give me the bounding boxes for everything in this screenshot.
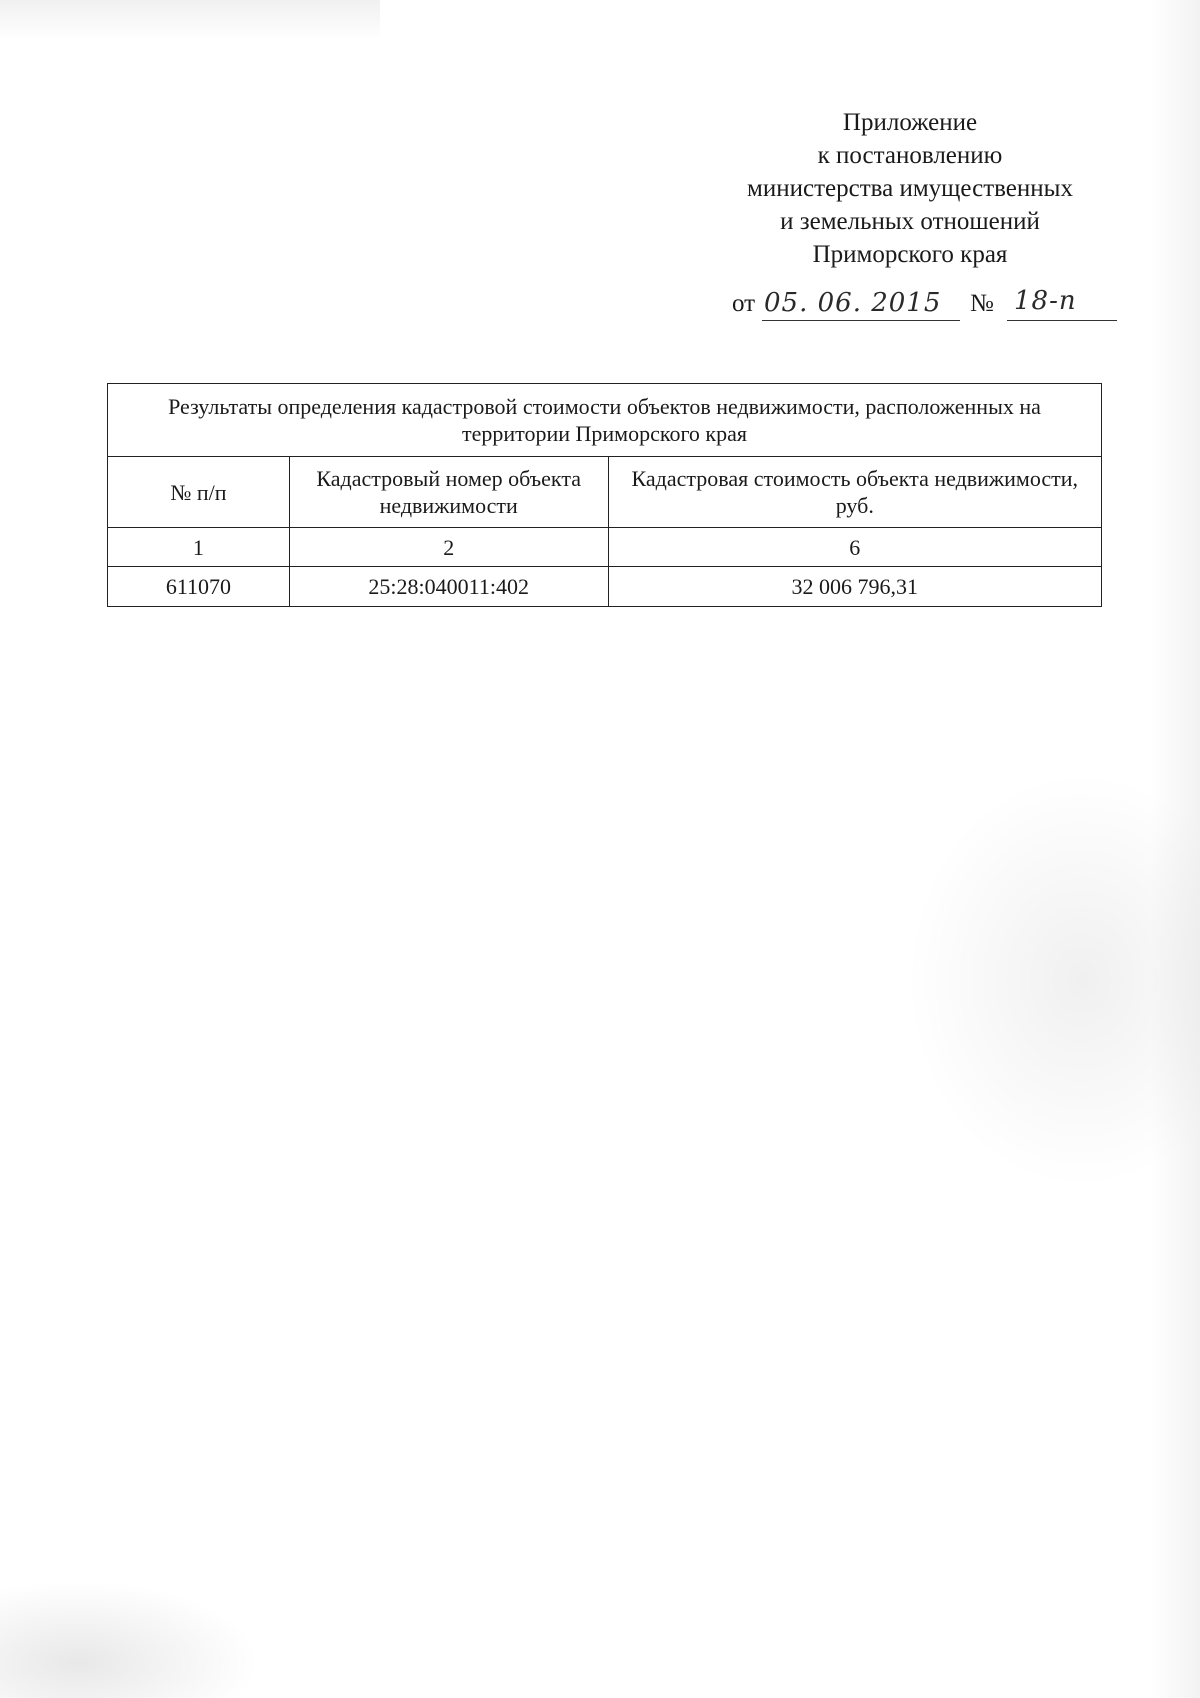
scan-noise xyxy=(1150,0,1200,1698)
cadastral-number-cell: 25:28:040011:402 xyxy=(289,567,608,607)
table-header-row xyxy=(108,457,1102,528)
appendix-line: и земельных отношений xyxy=(780,208,1040,235)
column-number-cell: 6 xyxy=(608,528,1101,567)
cadastral-table xyxy=(107,383,1102,607)
appendix-line: к постановлению xyxy=(817,142,1003,169)
header-cell-cadastral-value: Кадастровая стоимость объекта недвижимости, руб. xyxy=(608,457,1101,528)
column-number-cell: 1 xyxy=(108,528,290,567)
number-underline xyxy=(1007,320,1117,321)
header-cell-cadastral-number: Кадастровый номер объекта недвижимости xyxy=(289,457,608,528)
table-title-row xyxy=(108,384,1102,457)
table-title: Результаты определения кадастровой стоимости объектов недвижимости, расположенных на территории Приморского края xyxy=(108,384,1102,457)
scan-noise xyxy=(905,770,1200,1190)
resolution-date-line xyxy=(732,282,1132,322)
column-number-row xyxy=(108,528,1102,567)
scan-noise xyxy=(0,0,380,40)
date-prefix: от xyxy=(732,290,756,317)
number-sign: № xyxy=(970,290,994,317)
handwritten-date: 05. 06. 2015 xyxy=(764,288,942,318)
appendix-heading xyxy=(690,106,1130,271)
appendix-line: Приложение xyxy=(842,109,978,136)
row-index-cell: 611070 xyxy=(108,567,290,607)
table-row xyxy=(108,567,1102,607)
scan-noise xyxy=(0,1580,260,1698)
date-underline xyxy=(762,320,960,321)
appendix-line: Приморского края xyxy=(812,241,1008,268)
appendix-line: министерства имущественных xyxy=(747,175,1073,202)
column-number-cell: 2 xyxy=(289,528,608,567)
cadastral-value-cell: 32 006 796,31 xyxy=(608,567,1101,607)
handwritten-number: 18-п xyxy=(1014,286,1077,316)
header-cell-index: № п/п xyxy=(108,457,290,528)
